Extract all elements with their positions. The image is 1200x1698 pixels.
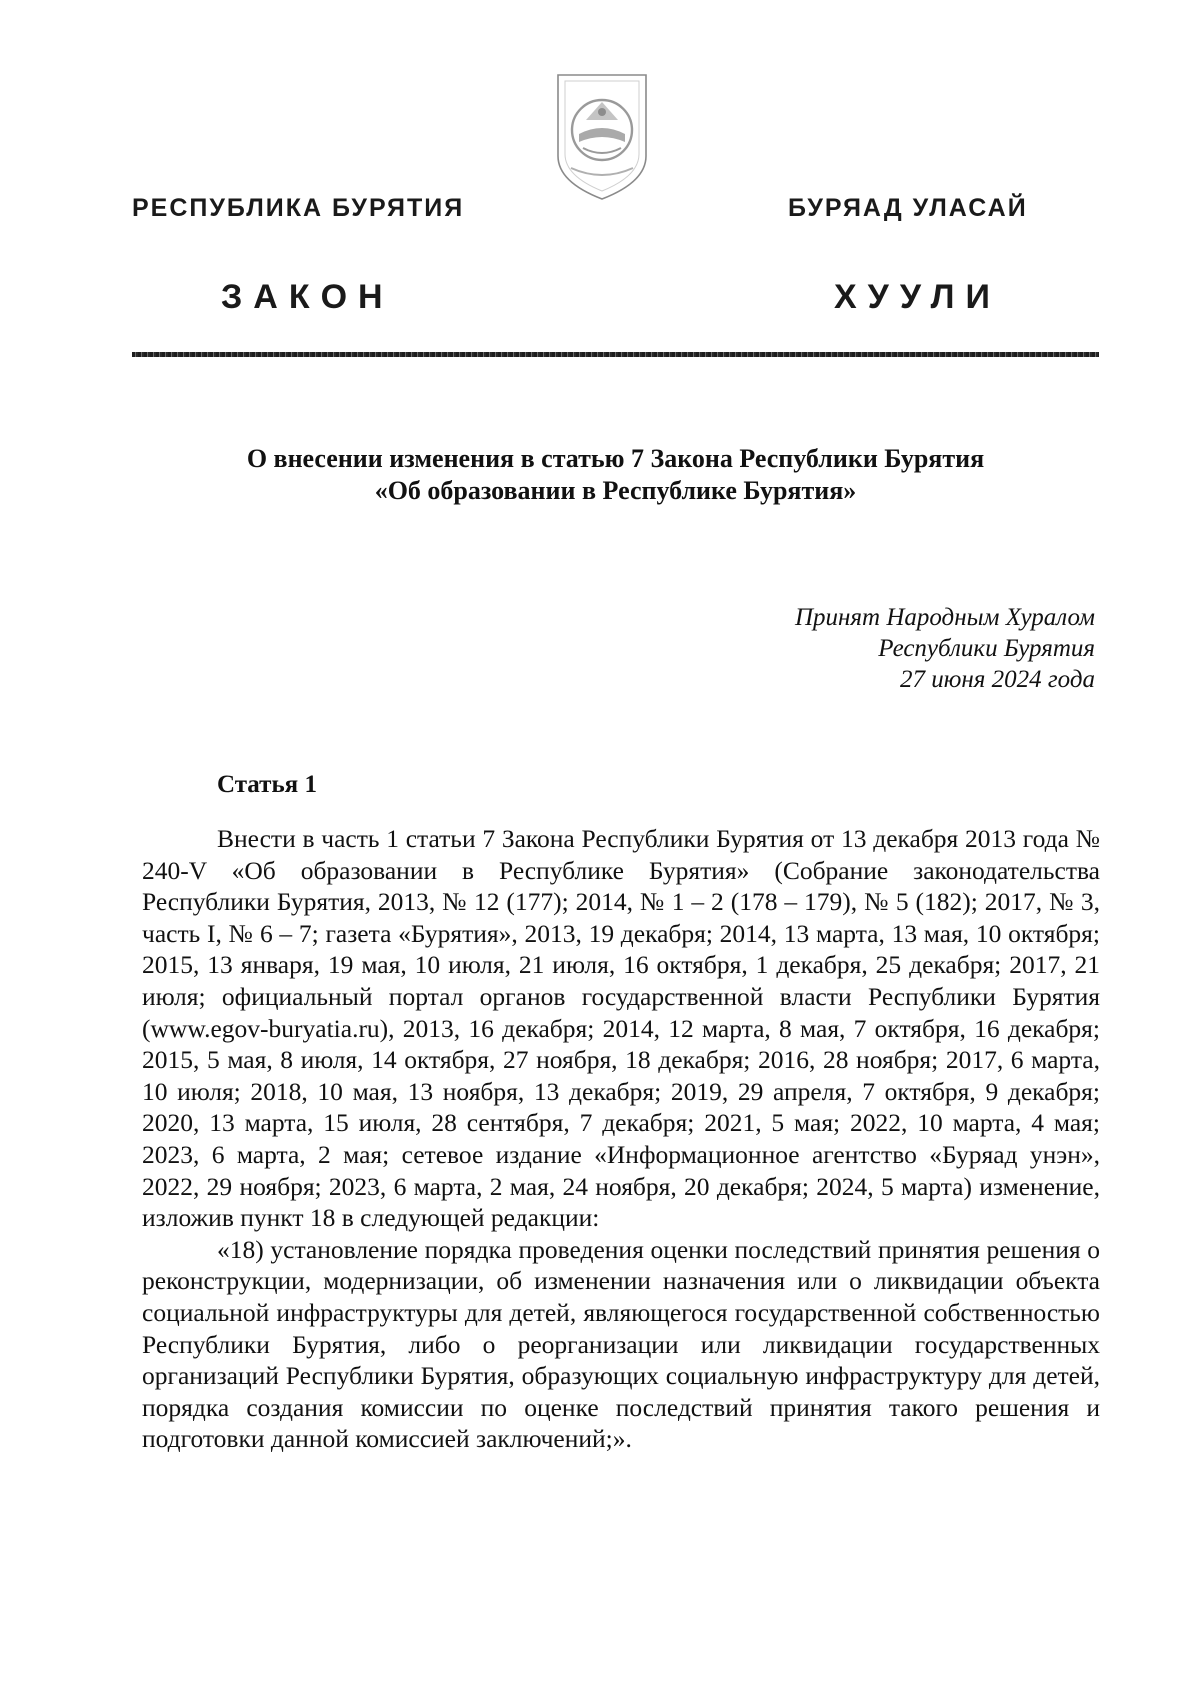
title-line-1: О внесении изменения в статью 7 Закона Республики Бурятия [246, 444, 985, 473]
header-divider [132, 352, 1099, 357]
article-body [142, 823, 1100, 1455]
adoption-line-1: Принят Народным Хуралом [794, 604, 1095, 631]
adoption-line-2: Республики Бурятия [878, 635, 1095, 662]
article-paragraph: «18) установление порядка проведения оценки последствий принятия решения о реконструкции, модернизации, об изменении назначения или о ликвидации объекта социальной инфраструктуры для детей, являющегося государственной собственностью Республики Бурятия, либо о реорганизации или ликвидации государственных организаций Республики Бурятия, образующих социальную инфраструктуру для детей, порядка создания комиссии по оценке последствий принятия такого решения и подготовки данной комиссией заключений;». [142, 1234, 1100, 1454]
title-line-2: «Об образовании в Республике Бурятия» [374, 476, 857, 505]
republic-name-bua: БУРЯАД УЛАСАЙ [788, 194, 1028, 222]
article-heading: Статья 1 [217, 771, 317, 798]
adoption-date: 27 июня 2024 года [900, 666, 1095, 693]
republic-name-ru: РЕСПУБЛИКА БУРЯТИЯ [132, 194, 465, 222]
document-title [132, 443, 1099, 507]
article-paragraph: Внести в часть 1 статьи 7 Закона Республики Бурятия от 13 декабря 2013 года № 240-V «Об образовании в Республике Бурятия» (Собрание законодательства Республики Бурятия, 2013, № 12 (177); 2014, № 1 – 2 (178 – 179), № 5 (182); 2017, № 3, часть I, № 6 – 7; газета «Бурятия», 2013, 19 декабря; 2014, 13 марта, 13 мая, 10 октября; 2015, 13 января, 19 мая, 10 июля, 21 июля, 16 октября, 1 декабря, 25 декабря; 2017, 21 июля; официальный портал органов государственной власти Республики Бурятия (www.egov-buryatia.ru), 2013, 16 декабря; 2014, 12 марта, 8 мая, 7 октября, 16 декабря; 2015, 5 мая, 8 июля, 14 октября, 27 ноября, 18 декабря; 2016, 28 ноября; 2017, 6 марта, 10 июля; 2018, 10 мая, 13 ноября, 13 декабря; 2019, 29 апреля, 7 октября, 9 декабря; 2020, 13 марта, 15 июля, 28 сентября, 7 декабря; 2021, 5 мая; 2022, 10 марта, 4 мая; 2023, 6 марта, 2 мая; сетевое издание «Информационное агентство «Буряад унэн», 2022, 29 ноября; 2023, 6 марта, 2 мая, 24 ноября, 20 декабря; 2024, 5 марта) изменение, изложив пункт 18 в следующей редакции: [142, 824, 1100, 1233]
law-label-ru: ЗАКОН [221, 278, 394, 316]
law-label-bua: ХУУЛИ [834, 278, 1001, 316]
coat-of-arms-icon [553, 72, 651, 202]
adoption-note [640, 602, 1095, 695]
